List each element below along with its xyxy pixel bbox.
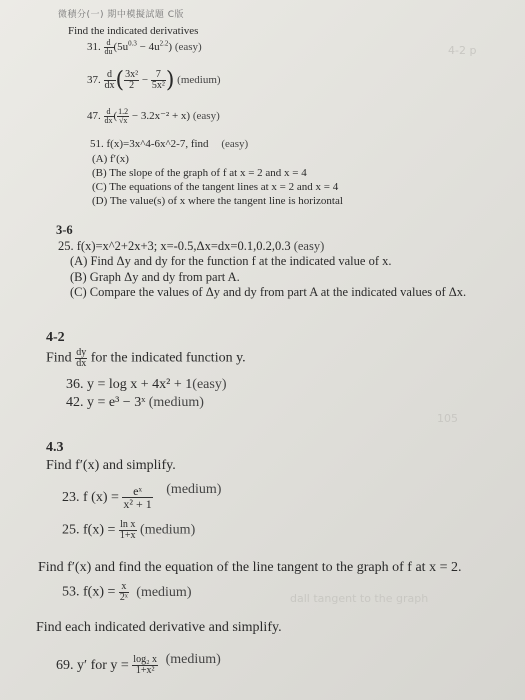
q25-part-c: (C) Compare the values of Δy and dy from part A at the indicated values of Δx.: [70, 285, 467, 299]
question-23: 23. f (x) = $\frac{\text{eˣ}}{\text{x² + 1}}$ (medium): [62, 482, 222, 512]
bleed-text: 105: [437, 412, 458, 425]
q51-part-a: (A) f′(x): [92, 153, 129, 165]
q51-part-c: (C) The equations of the tangent lines at x = 2 and x = 4: [92, 181, 339, 193]
question-69: 69. y′ for y = $\frac{\text{log₂ x}}{\text{1+x²}}$ (medium): [56, 652, 221, 677]
bleed-text: 4-2 p: [448, 44, 477, 57]
find-tangent-instruction: Find f′(x) and find the equation of the line tangent to the graph of f at x = 2.: [38, 560, 462, 575]
section-heading: 3-6: [56, 223, 73, 237]
q25-part-b: (B) Graph Δy and dy from part A.: [70, 270, 240, 284]
find-instruction: Find f′(x) and simplify.: [46, 458, 176, 473]
find-instruction: Find each indicated derivative and simplify.: [36, 620, 282, 635]
question-25b: 25. f(x) = $\frac{\text{ln x}}{1+x}$ (medium): [62, 519, 196, 541]
question-25: 25. f(x)=x^2+2x+3; x=-0.5,Δx=dx=0.1,0.2,0.3 (easy): [58, 239, 325, 253]
question-36: 36. y = log x + 4x² + 1(easy): [66, 377, 227, 392]
page-header: 微積分(一) 期中模擬試題 C版: [58, 10, 185, 20]
question-37: 37. $\frac{d}{dx}$ ( $\frac{\text{3x²}}{2}$ − $\frac{7}{\text{5x²}}$ ) (medium): [87, 68, 221, 93]
question-53: 53. f(x) = $\frac{x}{\text{2ˣ}}$ (medium): [62, 581, 192, 603]
question-51: 51. f(x)=3x^4-6x^2-7, find (easy): [90, 138, 249, 150]
q25-part-a: (A) Find Δy and dy for the function f at the indicated value of x.: [70, 254, 392, 268]
question-42: 42. y = e³ − 3ˣ (medium): [66, 395, 204, 410]
question-47: 47. $\frac{d}{dx}$ ( $\frac{1.2}{√x}$ − 3.2x⁻² + x) (easy): [87, 107, 220, 125]
q51-part-b: (B) The slope of the graph of f at x = 2 and x = 4: [92, 167, 307, 179]
instruction: Find the indicated derivatives: [68, 25, 199, 37]
section-heading: 4-2: [46, 330, 65, 345]
find-instruction: Find $\frac{dy}{dx}$ for the indicated function y.: [46, 347, 246, 369]
bleed-text: dall tangent to the graph: [290, 592, 429, 605]
q51-part-d: (D) The value(s) of x where the tangent line is horizontal: [92, 195, 343, 207]
section-heading: 4.3: [46, 440, 64, 455]
question-31: 31. $\frac{d}{du}$ $(5u^{0.3} - 4u^{2.2})$ (easy): [87, 38, 202, 56]
